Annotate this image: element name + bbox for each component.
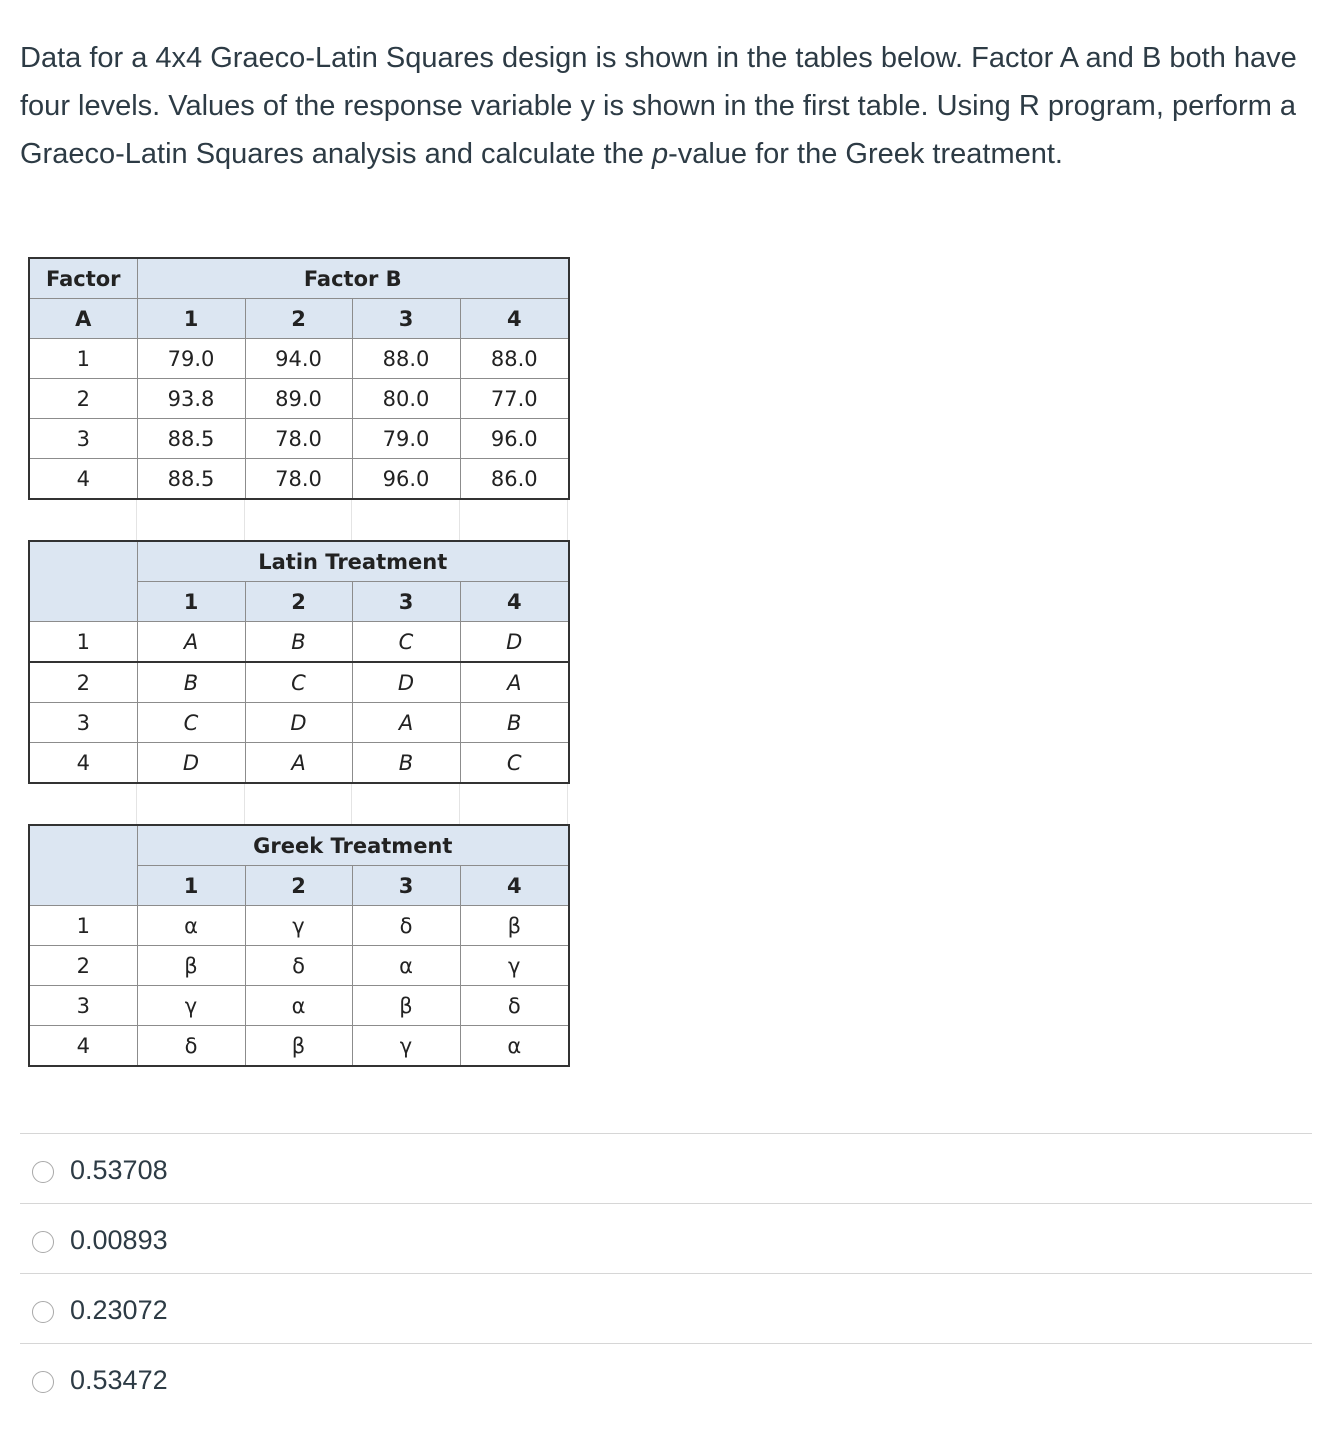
table-row: [29, 743, 569, 784]
row-label: 3: [29, 986, 137, 1026]
value-cell: 88.0: [460, 339, 569, 379]
greek-cell: β: [245, 1026, 352, 1067]
question-italic-p: p: [651, 138, 669, 170]
question-text-part: Data for a 4x4 Graeco-Latin Squares design is shown in the tables below. Factor A and B both have four levels. Values of the response variable y is shown in the first table. Using R program, perform a Graeco-Latin Squares analysis and calculate the: [20, 42, 1297, 170]
row-label: 2: [29, 946, 137, 986]
table-row: [29, 1026, 569, 1067]
latin-cell: D: [137, 743, 245, 784]
value-cell: 88.5: [137, 459, 245, 500]
column-header: 3: [352, 582, 460, 622]
latin-cell: D: [460, 622, 569, 663]
value-cell: 88.5: [137, 419, 245, 459]
greek-cell: γ: [352, 1026, 460, 1067]
value-cell: 78.0: [245, 459, 352, 500]
greek-cell: β: [352, 986, 460, 1026]
corner-factor-label: Factor: [29, 258, 137, 299]
empty-corner: [29, 825, 137, 906]
table-row: [29, 419, 569, 459]
table-row: [29, 339, 569, 379]
question-text: [20, 34, 1300, 178]
column-header: 2: [245, 866, 352, 906]
value-cell: 94.0: [245, 339, 352, 379]
latin-cell: A: [137, 622, 245, 663]
table-row: [29, 703, 569, 743]
latin-cell: A: [352, 703, 460, 743]
latin-cell: B: [245, 622, 352, 663]
latin-treatment-table: [28, 540, 570, 784]
greek-cell: β: [460, 906, 569, 946]
column-header: 1: [137, 866, 245, 906]
greek-cell: α: [460, 1026, 569, 1067]
row-label: 4: [29, 1026, 137, 1067]
value-cell: 96.0: [460, 419, 569, 459]
column-header: 3: [352, 299, 460, 339]
answer-label[interactable]: 0.53472: [70, 1365, 168, 1395]
column-header: 1: [137, 299, 245, 339]
answer-choices: [20, 1133, 1312, 1413]
greek-treatment-table: [28, 824, 570, 1067]
latin-cell: A: [245, 743, 352, 784]
greek-cell: δ: [137, 1026, 245, 1067]
row-label: 4: [29, 459, 137, 500]
radio-button[interactable]: [32, 1161, 54, 1183]
table-row: [29, 622, 569, 663]
row-label: 3: [29, 419, 137, 459]
greek-cell: δ: [460, 986, 569, 1026]
corner-a-label: A: [29, 299, 137, 339]
column-header: 3: [352, 866, 460, 906]
table-row: [29, 459, 569, 500]
greek-cell: α: [137, 906, 245, 946]
table-row: [29, 906, 569, 946]
row-label: 1: [29, 906, 137, 946]
greek-cell: α: [352, 946, 460, 986]
value-cell: 79.0: [137, 339, 245, 379]
latin-treatment-title: Latin Treatment: [137, 541, 569, 582]
value-cell: 93.8: [137, 379, 245, 419]
column-header: 1: [137, 582, 245, 622]
radio-button[interactable]: [32, 1301, 54, 1323]
latin-cell: B: [137, 662, 245, 703]
factor-b-title: Factor B: [137, 258, 569, 299]
answer-label[interactable]: 0.23072: [70, 1295, 168, 1325]
answer-option[interactable]: [20, 1133, 1312, 1203]
row-label: 2: [29, 662, 137, 703]
latin-cell: B: [352, 743, 460, 784]
row-label: 1: [29, 622, 137, 663]
greek-cell: γ: [460, 946, 569, 986]
row-label: 2: [29, 379, 137, 419]
value-cell: 80.0: [352, 379, 460, 419]
column-header: 4: [460, 866, 569, 906]
latin-cell: A: [460, 662, 569, 703]
answer-option[interactable]: [20, 1343, 1312, 1413]
answer-label[interactable]: 0.53708: [70, 1155, 168, 1185]
latin-cell: D: [352, 662, 460, 703]
greek-cell: δ: [352, 906, 460, 946]
column-header: 4: [460, 582, 569, 622]
radio-button[interactable]: [32, 1371, 54, 1393]
radio-button[interactable]: [32, 1231, 54, 1253]
column-header: 2: [245, 582, 352, 622]
greek-cell: γ: [137, 986, 245, 1026]
row-label: 3: [29, 703, 137, 743]
latin-cell: D: [245, 703, 352, 743]
answer-option[interactable]: [20, 1273, 1312, 1343]
table-row: [29, 379, 569, 419]
greek-cell: β: [137, 946, 245, 986]
table-row: [29, 986, 569, 1026]
row-label: 4: [29, 743, 137, 784]
value-cell: 88.0: [352, 339, 460, 379]
value-cell: 89.0: [245, 379, 352, 419]
column-header: 4: [460, 299, 569, 339]
answer-label[interactable]: 0.00893: [70, 1225, 168, 1255]
answer-option[interactable]: [20, 1203, 1312, 1273]
table-spacer: [28, 784, 568, 824]
greek-cell: α: [245, 986, 352, 1026]
value-cell: 79.0: [352, 419, 460, 459]
greek-cell: δ: [245, 946, 352, 986]
value-cell: 77.0: [460, 379, 569, 419]
row-label: 1: [29, 339, 137, 379]
latin-cell: B: [460, 703, 569, 743]
column-header: 2: [245, 299, 352, 339]
greek-treatment-title: Greek Treatment: [137, 825, 569, 866]
greek-cell: γ: [245, 906, 352, 946]
latin-cell: C: [245, 662, 352, 703]
empty-corner: [29, 541, 137, 622]
response-table: [28, 257, 570, 500]
latin-cell: C: [460, 743, 569, 784]
question-text-end: -value for the Greek treatment.: [668, 138, 1063, 170]
table-row: [29, 662, 569, 703]
table-spacer: [28, 500, 568, 540]
value-cell: 96.0: [352, 459, 460, 500]
table-row: [29, 946, 569, 986]
value-cell: 86.0: [460, 459, 569, 500]
latin-cell: C: [137, 703, 245, 743]
tables-block: [28, 257, 568, 1067]
value-cell: 78.0: [245, 419, 352, 459]
latin-cell: C: [352, 622, 460, 663]
